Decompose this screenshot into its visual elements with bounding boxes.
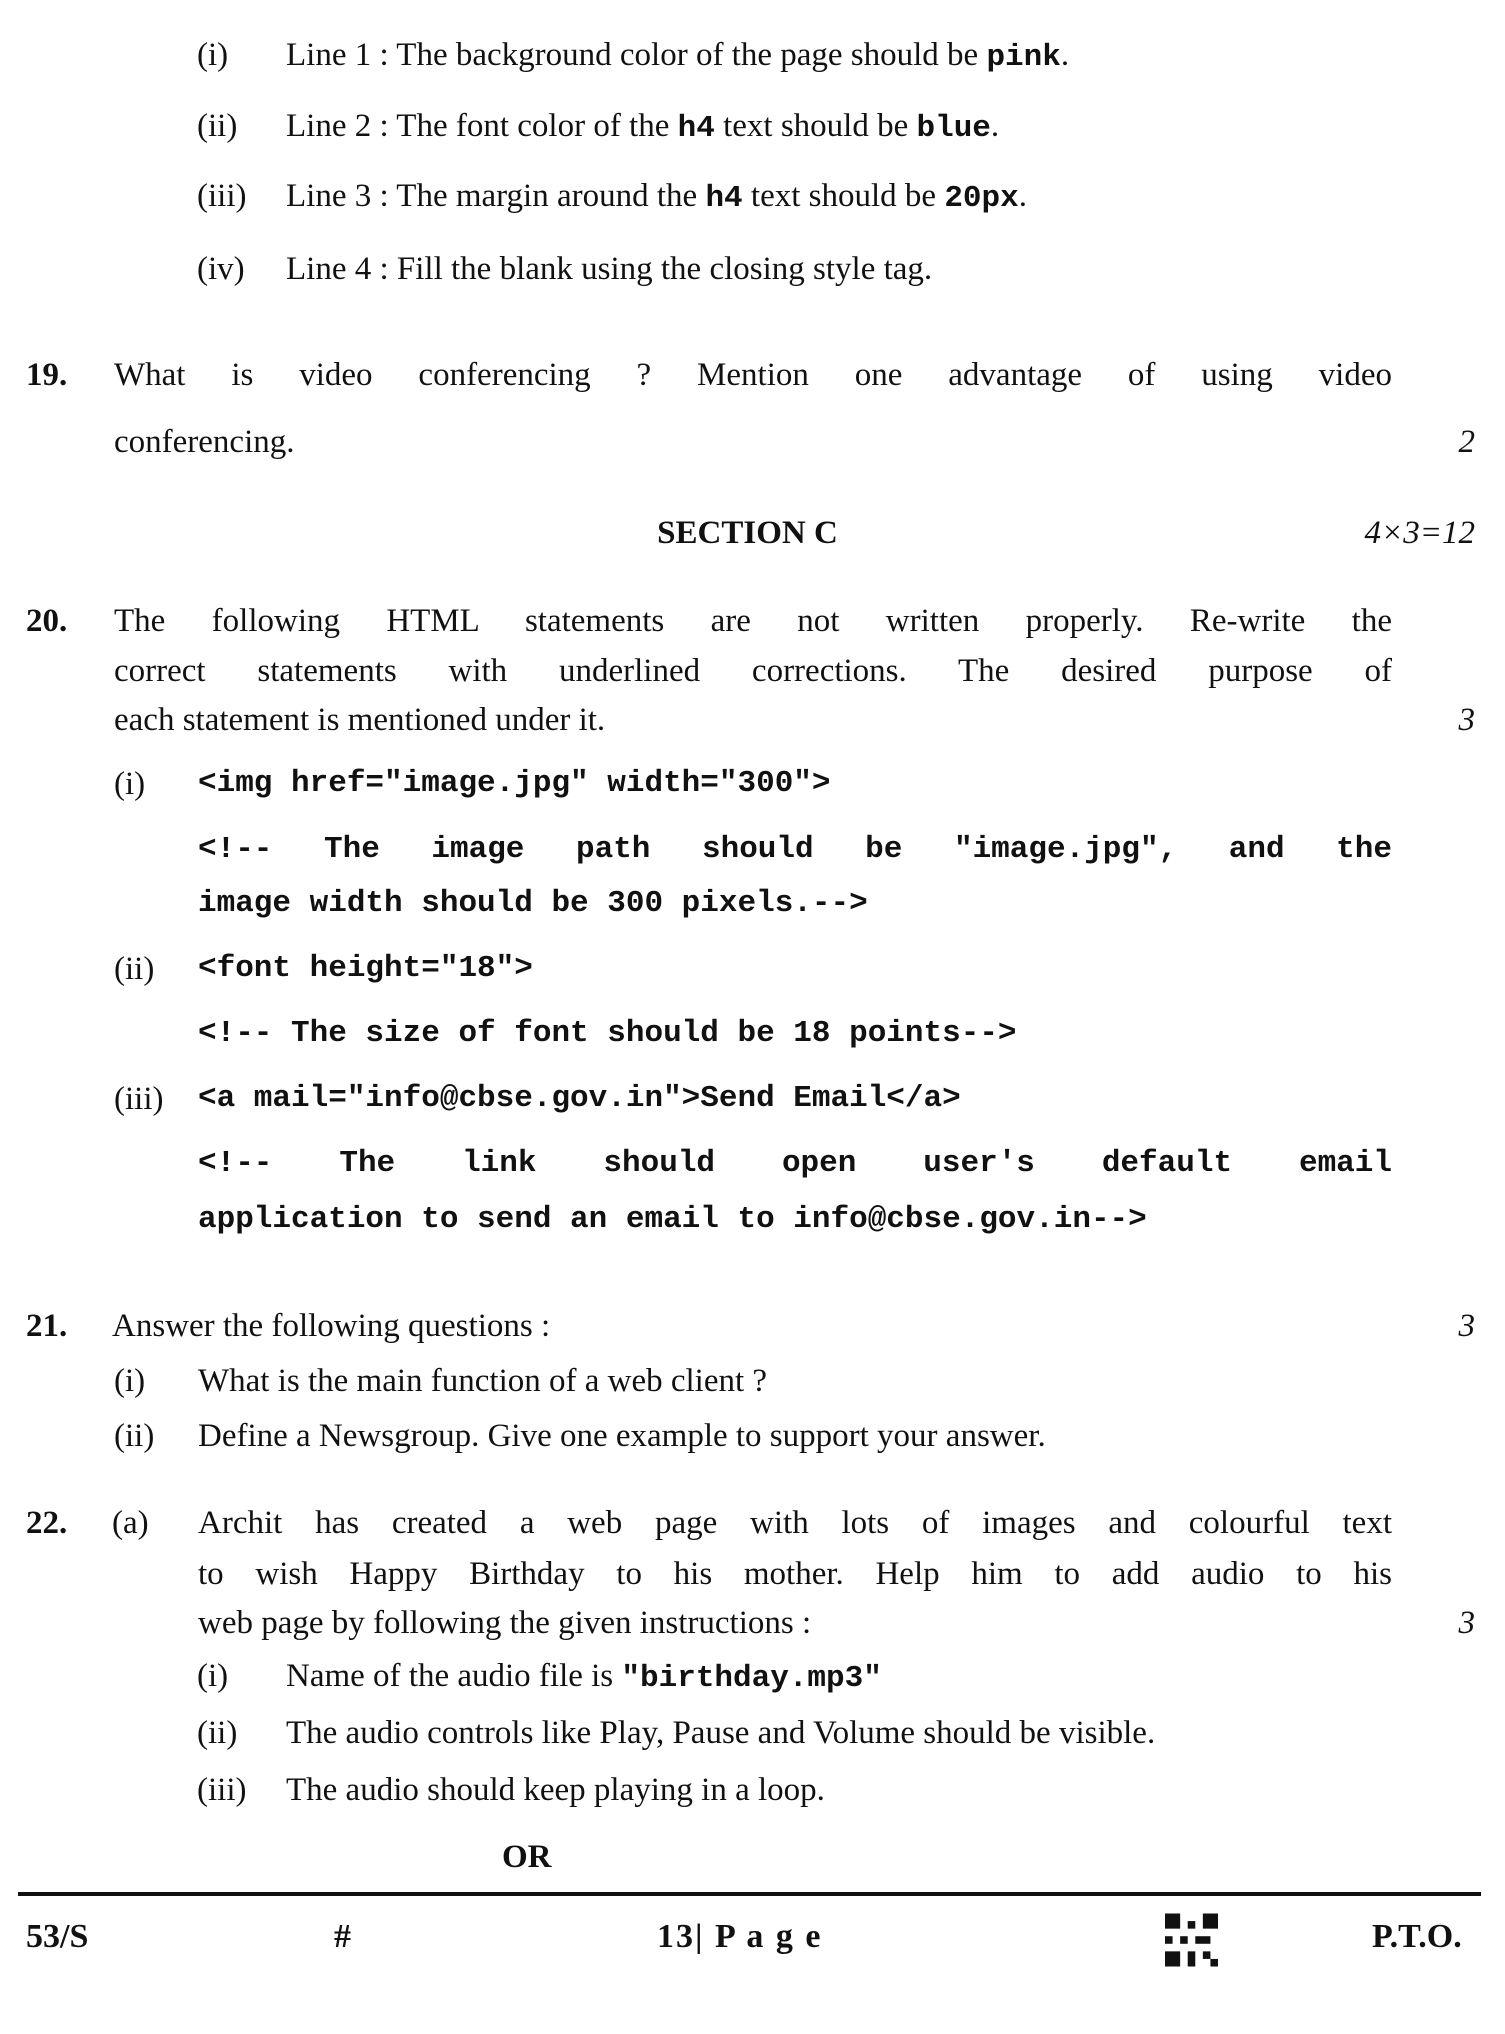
section-title: SECTION C [657, 515, 838, 551]
footer-rule [18, 1892, 1481, 1896]
question-text: The following HTML statements are not written properly. Re-write the [114, 603, 1392, 639]
pto-label: P.T.O. [1372, 1918, 1462, 1955]
text: text should be [714, 108, 917, 144]
marks: 3 [1458, 1605, 1475, 1641]
hash-mark: # [334, 1918, 351, 1955]
marks: 3 [1458, 1308, 1475, 1344]
section-marks: 4×3=12 [1364, 515, 1475, 551]
q18-item-label: (iv) [197, 251, 245, 287]
code: h4 [677, 111, 715, 146]
marks: 3 [1458, 702, 1475, 738]
item-label: (ii) [114, 951, 155, 987]
qr-code-icon [1165, 1912, 1218, 1968]
paper-code: 53/S [26, 1918, 89, 1955]
code: "birthday.mp3" [621, 1661, 882, 1696]
item-label: (ii) [114, 1418, 155, 1454]
question-text: What is video conferencing ? Mention one advantage of using video [114, 357, 1392, 393]
question-text: conferencing. [114, 424, 295, 460]
q18-item-label: (ii) [197, 108, 238, 144]
code: blue [916, 111, 991, 146]
item-label: (i) [114, 1363, 146, 1399]
part-label: (a) [112, 1505, 149, 1541]
item-label: (iii) [197, 1772, 247, 1808]
question-text: Archit has created a web page with lots of images and colourful text [198, 1505, 1392, 1541]
code-comment: application to send an email to info@cbse.gov.in--> [198, 1202, 1147, 1237]
q18-item-text [286, 176, 1027, 219]
item-text: Define a Newsgroup. Give one example to support your answer. [198, 1418, 1046, 1454]
question-number: 20. [26, 603, 68, 639]
text: Name of the audio file is [286, 1658, 622, 1694]
q18-item-label: (i) [197, 37, 229, 73]
text: . [1018, 178, 1027, 214]
text: Line 1 : The background color of the page should be [286, 37, 987, 73]
question-text: Answer the following questions : [112, 1308, 551, 1344]
item-label: (iii) [114, 1081, 164, 1117]
text: Line 3 : The margin around the [286, 178, 706, 214]
question-number: 21. [26, 1308, 68, 1344]
code-line: <img href="image.jpg" width="300"> [198, 766, 831, 801]
question-text: correct statements with underlined corrections. The desired purpose of [114, 653, 1392, 689]
page-number: 13| P a g e [657, 1918, 823, 1955]
code-line: <font height="18"> [198, 951, 533, 986]
code: 20px [944, 181, 1019, 216]
code-comment: <!-- The link should open user's default email [198, 1146, 1392, 1181]
q18-item-text [286, 35, 1069, 78]
q18-item-text [286, 106, 999, 149]
item-text: The audio controls like Play, Pause and Volume should be visible. [286, 1715, 1156, 1751]
marks: 2 [1458, 424, 1475, 460]
item-text: What is the main function of a web client ? [198, 1363, 768, 1399]
code-comment: <!-- The size of font should be 18 points--> [198, 1016, 1017, 1051]
text: . [1060, 37, 1070, 73]
question-text: each statement is mentioned under it. [114, 702, 606, 738]
code-comment: <!-- The image path should be "image.jpg", and the [198, 832, 1392, 867]
item-label: (i) [197, 1658, 229, 1694]
code: h4 [705, 181, 743, 216]
q18-item-label: (iii) [197, 178, 247, 214]
item-label: (i) [114, 766, 146, 802]
question-number: 22. [26, 1505, 68, 1541]
q18-item-text: Line 4 : Fill the blank using the closing style tag. [286, 251, 933, 287]
item-text [286, 1656, 882, 1699]
or-divider: OR [502, 1839, 552, 1875]
text: text should be [742, 178, 945, 214]
question-text: to wish Happy Birthday to his mother. Help him to add audio to his [198, 1556, 1392, 1592]
question-text: web page by following the given instructions : [198, 1605, 812, 1641]
text: . [990, 108, 1000, 144]
question-number: 19. [26, 357, 68, 393]
code-line: <a mail="info@cbse.gov.in">Send Email</a> [198, 1081, 961, 1116]
item-text: The audio should keep playing in a loop. [286, 1772, 825, 1808]
code: pink [986, 40, 1061, 75]
text: Line 2 : The font color of the [286, 108, 678, 144]
code-comment: image width should be 300 pixels.--> [198, 886, 868, 921]
item-label: (ii) [197, 1715, 238, 1751]
